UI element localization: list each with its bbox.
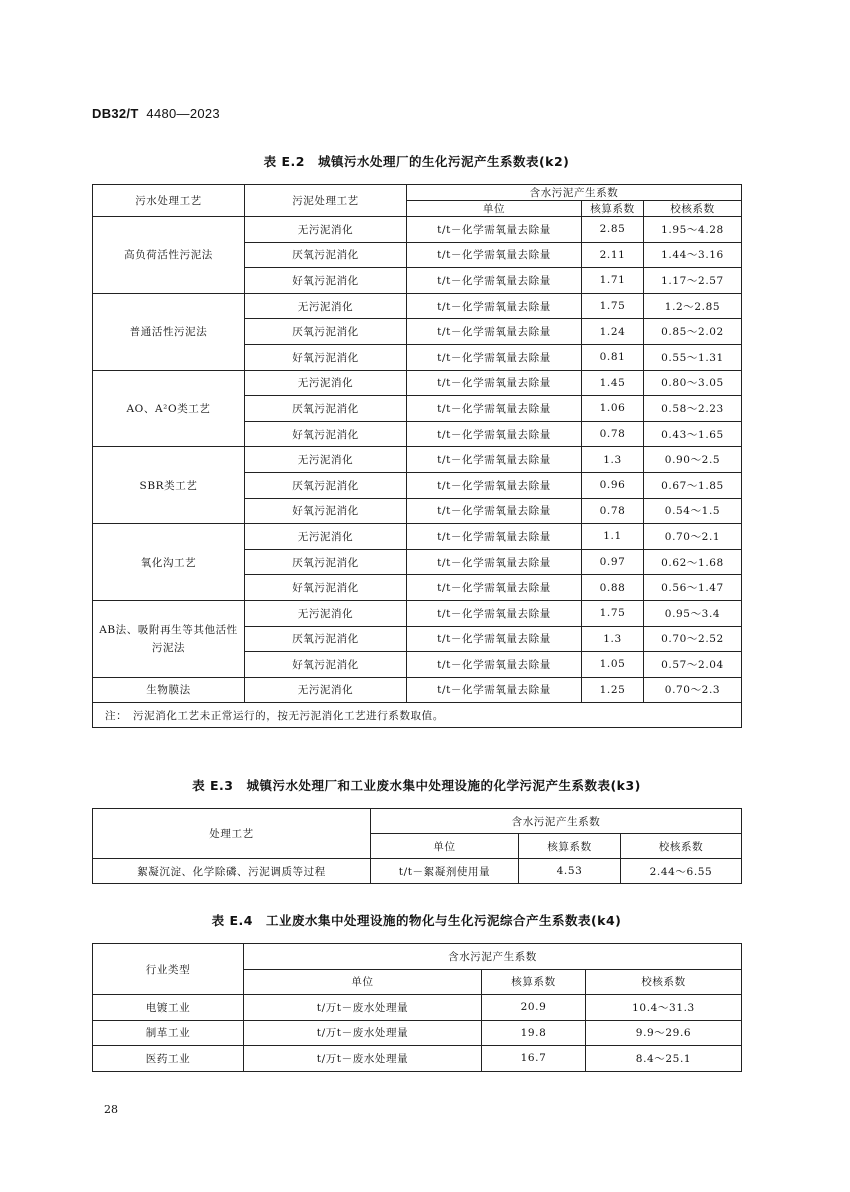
col-header-group: 含水污泥产生系数: [371, 809, 742, 834]
cell-sludge-process: 好氧污泥消化: [245, 652, 407, 678]
cell-industry: 电镀工业: [93, 995, 244, 1021]
cell-sludge-process: 好氧污泥消化: [245, 575, 407, 601]
cell-industry: 制革工业: [93, 1020, 244, 1046]
cell-sludge-process: 无污泥消化: [245, 600, 407, 626]
cell-calc: 1.3: [582, 447, 644, 473]
cell-check: 0.56～1.47: [644, 575, 742, 601]
cell-calc: 1.05: [582, 652, 644, 678]
cell-check: 0.58～2.23: [644, 396, 742, 422]
cell-sludge-process: 无污泥消化: [245, 677, 407, 703]
cell-unit: t/t－化学需氧量去除量: [407, 421, 582, 447]
cell-sludge-process: 好氧污泥消化: [245, 344, 407, 370]
cell-unit: t/t－化学需氧量去除量: [407, 242, 582, 268]
cell-calc: 1.75: [582, 600, 644, 626]
table-row: [93, 524, 742, 550]
cell-industry: 医药工业: [93, 1046, 244, 1072]
cell-check: 1.17～2.57: [644, 268, 742, 294]
cell-sludge-process: 好氧污泥消化: [245, 498, 407, 524]
col-header-sludge-process: 污泥处理工艺: [245, 185, 407, 217]
col-header-calc: 核算系数: [482, 969, 586, 995]
table-row: [93, 447, 742, 473]
cell-calc: 20.9: [482, 995, 586, 1021]
cell-unit: t/t－化学需氧量去除量: [407, 293, 582, 319]
cell-check: 1.95～4.28: [644, 217, 742, 243]
document-code-prefix: DB32/T: [92, 106, 139, 121]
cell-calc: 0.97: [582, 549, 644, 575]
cell-check: 0.55～1.31: [644, 344, 742, 370]
cell-unit: t/t－化学需氧量去除量: [407, 472, 582, 498]
cell-process-group: 普通活性污泥法: [93, 293, 245, 370]
cell-unit: t/t－絮凝剂使用量: [371, 859, 519, 884]
cell-process-group: AB法、吸附再生等其他活性污泥法: [93, 600, 245, 677]
cell-unit: t/t－化学需氧量去除量: [407, 677, 582, 703]
table-row: [93, 600, 742, 626]
cell-sludge-process: 厌氧污泥消化: [245, 242, 407, 268]
col-header-process: 污水处理工艺: [93, 185, 245, 217]
cell-check: 0.62～1.68: [644, 549, 742, 575]
cell-check: 2.44～6.55: [621, 859, 742, 884]
cell-sludge-process: 好氧污泥消化: [245, 268, 407, 294]
cell-unit: t/t－化学需氧量去除量: [407, 524, 582, 550]
cell-process-group: 氧化沟工艺: [93, 524, 245, 601]
cell-calc: 2.11: [582, 242, 644, 268]
col-header-unit: 单位: [371, 834, 519, 859]
cell-check: 0.70～2.3: [644, 677, 742, 703]
cell-check: 1.2～2.85: [644, 293, 742, 319]
col-header-group: 含水污泥产生系数: [407, 185, 742, 201]
col-header-process: 处理工艺: [93, 809, 371, 859]
table-row: [93, 859, 742, 884]
table-e4: [92, 943, 742, 1072]
cell-calc: 1.24: [582, 319, 644, 345]
table-e4-caption: 表 E.4 工业废水集中处理设施的物化与生化污泥综合产生系数表(k4): [211, 913, 622, 928]
cell-check: 0.80～3.05: [644, 370, 742, 396]
col-header-calc: 核算系数: [582, 201, 644, 217]
cell-calc: 0.78: [582, 498, 644, 524]
cell-unit: t/t－化学需氧量去除量: [407, 549, 582, 575]
cell-process-group: AO、A²O类工艺: [93, 370, 245, 447]
cell-unit: t/t－化学需氧量去除量: [407, 498, 582, 524]
cell-calc: 16.7: [482, 1046, 586, 1072]
cell-unit: t/t－化学需氧量去除量: [407, 268, 582, 294]
cell-process: 絮凝沉淀、化学除磷、污泥调质等过程: [93, 859, 371, 884]
cell-unit: t/t－化学需氧量去除量: [407, 575, 582, 601]
cell-sludge-process: 无污泥消化: [245, 293, 407, 319]
cell-sludge-process: 厌氧污泥消化: [245, 472, 407, 498]
cell-check: 10.4～31.3: [586, 995, 742, 1021]
cell-unit: t/t－化学需氧量去除量: [407, 344, 582, 370]
col-header-check: 校核系数: [621, 834, 742, 859]
document-code: [92, 106, 220, 121]
cell-calc: 1.3: [582, 626, 644, 652]
cell-check: 0.67～1.85: [644, 472, 742, 498]
cell-check: 0.70～2.52: [644, 626, 742, 652]
cell-check: 0.70～2.1: [644, 524, 742, 550]
cell-unit: t/t－化学需氧量去除量: [407, 370, 582, 396]
cell-unit: t/t－化学需氧量去除量: [407, 217, 582, 243]
col-header-check: 校核系数: [644, 201, 742, 217]
table-e4-body: [93, 995, 742, 1072]
col-header-industry: 行业类型: [93, 944, 244, 995]
table-e2-note: 注： 污泥消化工艺未正常运行的，按无污泥消化工艺进行系数取值。: [93, 703, 742, 728]
cell-calc: 1.25: [582, 677, 644, 703]
cell-calc: 1.06: [582, 396, 644, 422]
cell-unit: t/t－化学需氧量去除量: [407, 600, 582, 626]
cell-sludge-process: 无污泥消化: [245, 217, 407, 243]
cell-calc: 1.45: [582, 370, 644, 396]
cell-process-group: 生物膜法: [93, 677, 245, 703]
cell-sludge-process: 无污泥消化: [245, 524, 407, 550]
col-header-check: 校核系数: [586, 969, 742, 995]
cell-process-group: 高负荷活性污泥法: [93, 217, 245, 294]
cell-unit: t/t－化学需氧量去除量: [407, 626, 582, 652]
table-e3-caption: 表 E.3 城镇污水处理厂和工业废水集中处理设施的化学污泥产生系数表(k3): [192, 778, 641, 793]
table-row: [93, 293, 742, 319]
cell-unit: t/t－化学需氧量去除量: [407, 319, 582, 345]
table-row: [93, 677, 742, 703]
cell-sludge-process: 无污泥消化: [245, 447, 407, 473]
cell-calc: 1.75: [582, 293, 644, 319]
cell-check: 0.85～2.02: [644, 319, 742, 345]
table-row: [93, 217, 742, 243]
page-number: 28: [104, 1103, 118, 1116]
cell-process-group: SBR类工艺: [93, 447, 245, 524]
col-header-group: 含水污泥产生系数: [244, 944, 742, 970]
table-e2-caption: 表 E.2 城镇污水处理厂的生化污泥产生系数表(k2): [263, 154, 570, 169]
cell-sludge-process: 厌氧污泥消化: [245, 396, 407, 422]
cell-unit: t/t－化学需氧量去除量: [407, 396, 582, 422]
cell-calc: 0.78: [582, 421, 644, 447]
table-row: [93, 1020, 742, 1046]
cell-sludge-process: 厌氧污泥消化: [245, 319, 407, 345]
table-row: [93, 1046, 742, 1072]
cell-check: 0.90～2.5: [644, 447, 742, 473]
col-header-calc: 核算系数: [519, 834, 621, 859]
cell-sludge-process: 无污泥消化: [245, 370, 407, 396]
cell-unit: t/t－化学需氧量去除量: [407, 652, 582, 678]
cell-calc: 0.81: [582, 344, 644, 370]
cell-calc: 0.88: [582, 575, 644, 601]
cell-unit: t/万t－废水处理量: [244, 1046, 482, 1072]
cell-unit: t/t－化学需氧量去除量: [407, 447, 582, 473]
cell-check: 0.43～1.65: [644, 421, 742, 447]
cell-unit: t/万t－废水处理量: [244, 995, 482, 1021]
table-e3: [92, 808, 742, 884]
table-e2-body: [93, 217, 742, 703]
table-row: [93, 370, 742, 396]
table-e2: [92, 184, 742, 728]
document-code-number: 4480—2023: [146, 106, 220, 121]
cell-sludge-process: 好氧污泥消化: [245, 421, 407, 447]
cell-check: 9.9～29.6: [586, 1020, 742, 1046]
cell-calc: 1.71: [582, 268, 644, 294]
cell-calc: 1.1: [582, 524, 644, 550]
cell-check: 0.95～3.4: [644, 600, 742, 626]
cell-check: 0.57～2.04: [644, 652, 742, 678]
cell-sludge-process: 厌氧污泥消化: [245, 626, 407, 652]
col-header-unit: 单位: [407, 201, 582, 217]
cell-check: 1.44～3.16: [644, 242, 742, 268]
cell-calc: 0.96: [582, 472, 644, 498]
cell-calc: 2.85: [582, 217, 644, 243]
cell-unit: t/万t－废水处理量: [244, 1020, 482, 1046]
cell-calc: 4.53: [519, 859, 621, 884]
col-header-unit: 单位: [244, 969, 482, 995]
cell-check: 0.54～1.5: [644, 498, 742, 524]
cell-sludge-process: 厌氧污泥消化: [245, 549, 407, 575]
table-row: [93, 995, 742, 1021]
cell-calc: 19.8: [482, 1020, 586, 1046]
cell-check: 8.4～25.1: [586, 1046, 742, 1072]
